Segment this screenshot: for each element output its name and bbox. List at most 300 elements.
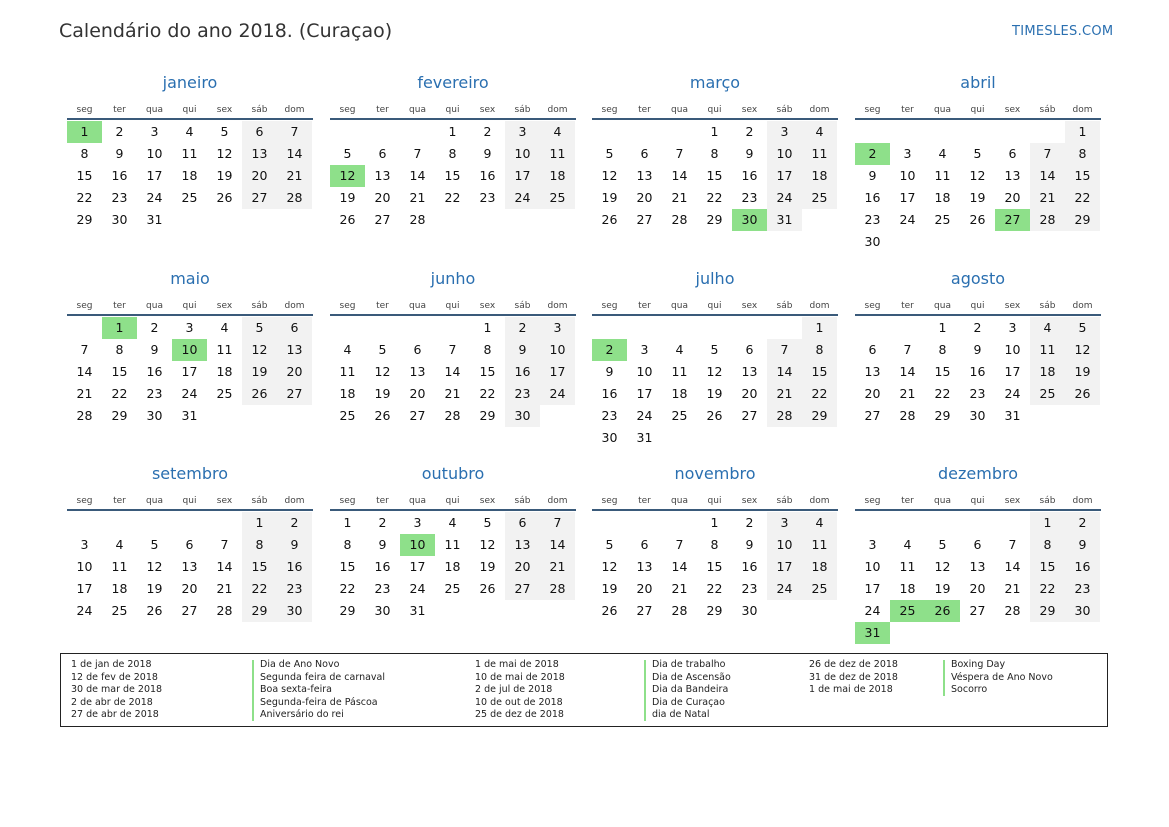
- day-cell: 16: [741, 559, 758, 574]
- legend-col2-dates: [475, 659, 565, 722]
- day-cell: 9: [150, 342, 159, 357]
- day-cell: 28: [409, 212, 426, 227]
- day-cell: 7: [1008, 537, 1017, 552]
- day-cell: 8: [1030, 534, 1065, 556]
- day-cell: 3: [540, 317, 575, 339]
- weekday-label: seg: [339, 301, 356, 311]
- day-cell: 25: [934, 212, 951, 227]
- day-cell: 28: [216, 603, 233, 618]
- day-cell: 16: [479, 168, 496, 183]
- day-cell: 20: [374, 190, 391, 205]
- day-cell: 22: [706, 190, 723, 205]
- day-cell: 21: [899, 386, 916, 401]
- weekday-label: qui: [707, 496, 722, 506]
- day-cell: 11: [1030, 339, 1065, 361]
- day-cell: 26: [1065, 383, 1100, 405]
- weekday-label: sex: [479, 301, 496, 311]
- day-cell: 12: [1065, 339, 1100, 361]
- day-cell: 11: [181, 146, 198, 161]
- day-cell: 5: [483, 515, 492, 530]
- day-cell: 19: [601, 581, 618, 596]
- weekday-label: qua: [409, 301, 426, 311]
- legend-bar: [252, 660, 254, 721]
- day-cell: 14: [277, 143, 312, 165]
- day-cell: 18: [339, 386, 356, 401]
- day-cell: 12: [601, 559, 618, 574]
- day-cell: 7: [413, 146, 422, 161]
- month-fevereiro: [330, 75, 576, 255]
- day-cell: 6: [242, 121, 277, 143]
- weekday-label: qua: [671, 496, 688, 506]
- day-cell: 27: [181, 603, 198, 618]
- weekday-label: qua: [934, 496, 951, 506]
- day-cell: 27: [864, 408, 881, 423]
- weekday-label: sex: [216, 496, 233, 506]
- day-cell: 29: [76, 212, 93, 227]
- legend-name: Dia de Ascensão: [652, 671, 731, 683]
- day-cell: 16: [505, 361, 540, 383]
- weekday-label: dom: [284, 496, 305, 506]
- day-cell: 12: [601, 168, 618, 183]
- day-cell: 27: [636, 212, 653, 227]
- day-cell: 2: [483, 124, 492, 139]
- legend-date: 2 de jul de 2018: [475, 684, 553, 696]
- day-cell: 5: [710, 342, 719, 357]
- day-cell: 8: [710, 146, 719, 161]
- day-cell: 22: [479, 386, 496, 401]
- day-cell: 15: [111, 364, 128, 379]
- day-cell: 24: [864, 603, 881, 618]
- legend-name: Boa sexta-feira: [260, 684, 332, 696]
- day-cell: 11: [444, 537, 461, 552]
- day-cell: 21: [76, 386, 93, 401]
- day-cell: 9: [745, 537, 754, 552]
- day-cell: 20: [864, 386, 881, 401]
- day-cell: 24: [76, 603, 93, 618]
- day-cell: 5: [973, 146, 982, 161]
- weekday-label: sáb: [251, 496, 268, 506]
- day-cell: 14: [899, 364, 916, 379]
- day-cell: 22: [444, 190, 461, 205]
- day-cell: 9: [378, 537, 387, 552]
- day-cell: 23: [277, 578, 312, 600]
- day-cell: 3: [903, 146, 912, 161]
- day-cell: 22: [1065, 187, 1100, 209]
- day-cell: 6: [378, 146, 387, 161]
- day-cell: 10: [899, 168, 916, 183]
- day-cell: 30: [374, 603, 391, 618]
- weekday-label: ter: [113, 301, 126, 311]
- day-cell: 23: [864, 212, 881, 227]
- day-cell: 17: [899, 190, 916, 205]
- legend-col1-names: [260, 659, 385, 722]
- day-cell: 13: [636, 559, 653, 574]
- day-cell: 4: [1030, 317, 1065, 339]
- month-name: dezembro: [938, 464, 1018, 483]
- month-name: julho: [695, 269, 735, 288]
- legend-date: 26 de dez de 2018: [809, 659, 898, 670]
- day-cell: 4: [448, 515, 457, 530]
- day-cell: 14: [767, 361, 802, 383]
- legend-name: Aniversário do rei: [260, 709, 344, 721]
- day-cell: 16: [277, 556, 312, 578]
- day-cell: 26: [601, 603, 618, 618]
- legend-name: Boxing Day: [951, 659, 1006, 670]
- legend-date: 1 de mai de 2018: [475, 659, 559, 670]
- month-dezembro: [855, 466, 1101, 646]
- day-cell: 22: [1030, 578, 1065, 600]
- weekday-label: seg: [864, 496, 881, 506]
- day-cell: 28: [1030, 209, 1065, 231]
- day-cell: 16: [111, 168, 128, 183]
- day-cell: 30: [111, 212, 128, 227]
- day-cell: 22: [339, 581, 356, 596]
- day-cell: 6: [1008, 146, 1017, 161]
- weekday-label: ter: [376, 301, 389, 311]
- day-cell: 12: [242, 339, 277, 361]
- day-cell: 25: [671, 408, 688, 423]
- day-cell: 1: [483, 320, 492, 335]
- day-cell: 17: [1004, 364, 1021, 379]
- day-cell: 9: [745, 146, 754, 161]
- day-cell: 24: [505, 187, 540, 209]
- day-cell: 2: [1065, 512, 1100, 534]
- weekday-label: sex: [216, 301, 233, 311]
- weekday-label: ter: [901, 496, 914, 506]
- month-name: agosto: [950, 269, 1006, 288]
- day-cell: 3: [505, 121, 540, 143]
- day-cell: 23: [741, 581, 758, 596]
- day-cell: 16: [969, 364, 986, 379]
- weekday-label: qui: [445, 301, 460, 311]
- day-cell: 8: [80, 146, 89, 161]
- day-cell: 2: [115, 124, 124, 139]
- holiday-day-cell: 2: [855, 143, 890, 165]
- day-cell: 1: [802, 317, 837, 339]
- day-cell: 7: [448, 342, 457, 357]
- day-cell: 7: [675, 146, 684, 161]
- day-cell: 17: [181, 364, 198, 379]
- weekday-label: dom: [547, 105, 568, 115]
- day-cell: 16: [741, 168, 758, 183]
- day-cell: 9: [483, 146, 492, 161]
- day-cell: 22: [934, 386, 951, 401]
- month-setembro: [67, 466, 313, 646]
- day-cell: 31: [409, 603, 426, 618]
- month-name: junho: [430, 269, 476, 288]
- day-cell: 10: [505, 143, 540, 165]
- legend-date: 31 de dez de 2018: [809, 671, 898, 683]
- day-cell: 14: [540, 534, 575, 556]
- day-cell: 20: [242, 165, 277, 187]
- day-cell: 1: [1065, 121, 1100, 143]
- day-cell: 19: [339, 190, 356, 205]
- weekday-label: sáb: [251, 105, 268, 115]
- day-cell: 24: [409, 581, 426, 596]
- weekday-label: qua: [146, 496, 163, 506]
- month-agosto: [855, 271, 1101, 451]
- weekday-label: qua: [934, 301, 951, 311]
- day-cell: 29: [111, 408, 128, 423]
- weekday-label: qui: [182, 496, 197, 506]
- legend-bar: [644, 660, 646, 721]
- day-cell: 14: [671, 168, 688, 183]
- weekday-label: ter: [901, 301, 914, 311]
- day-cell: 27: [374, 212, 391, 227]
- day-cell: 21: [767, 383, 802, 405]
- weekday-label: qui: [182, 105, 197, 115]
- day-cell: 27: [505, 578, 540, 600]
- day-cell: 17: [636, 386, 653, 401]
- day-cell: 15: [934, 364, 951, 379]
- day-cell: 15: [1065, 165, 1100, 187]
- day-cell: 15: [242, 556, 277, 578]
- weekday-label: seg: [864, 105, 881, 115]
- day-cell: 18: [540, 165, 575, 187]
- day-cell: 10: [636, 364, 653, 379]
- day-cell: 17: [864, 581, 881, 596]
- day-cell: 2: [378, 515, 387, 530]
- day-cell: 17: [76, 581, 93, 596]
- weekday-label: dom: [1072, 301, 1093, 311]
- day-cell: 2: [745, 124, 754, 139]
- day-cell: 13: [864, 364, 881, 379]
- site-link[interactable]: TIMESLES.COM: [1012, 24, 1114, 39]
- day-cell: 24: [540, 383, 575, 405]
- day-cell: 20: [969, 581, 986, 596]
- day-cell: 30: [969, 408, 986, 423]
- weekday-label: ter: [376, 496, 389, 506]
- month-divider: [855, 118, 1101, 120]
- weekday-label: sáb: [776, 105, 793, 115]
- weekday-label: sáb: [514, 496, 531, 506]
- day-cell: 15: [802, 361, 837, 383]
- month-name: outubro: [421, 464, 485, 483]
- day-cell: 21: [409, 190, 426, 205]
- day-cell: 27: [969, 603, 986, 618]
- holiday-day-cell: 10: [172, 339, 207, 361]
- weekday-label: dom: [547, 301, 568, 311]
- legend-name: dia de Natal: [652, 709, 710, 721]
- weekday-label: seg: [76, 301, 93, 311]
- day-cell: 8: [115, 342, 124, 357]
- day-cell: 6: [413, 342, 422, 357]
- day-cell: 1: [448, 124, 457, 139]
- day-cell: 24: [767, 578, 802, 600]
- day-cell: 19: [601, 190, 618, 205]
- day-cell: 13: [1004, 168, 1021, 183]
- day-cell: 24: [181, 386, 198, 401]
- day-cell: 13: [242, 143, 277, 165]
- weekday-label: seg: [339, 496, 356, 506]
- day-cell: 21: [216, 581, 233, 596]
- day-cell: 7: [675, 537, 684, 552]
- day-cell: 5: [605, 146, 614, 161]
- weekday-label: sáb: [514, 301, 531, 311]
- day-cell: 28: [671, 603, 688, 618]
- holiday-day-cell: 1: [67, 121, 102, 143]
- legend-date: 10 de mai de 2018: [475, 671, 565, 683]
- weekday-label: seg: [76, 496, 93, 506]
- day-cell: 5: [938, 537, 947, 552]
- day-cell: 12: [934, 559, 951, 574]
- day-cell: 15: [706, 168, 723, 183]
- day-cell: 25: [216, 386, 233, 401]
- day-cell: 8: [343, 537, 352, 552]
- month-novembro: [592, 466, 838, 646]
- day-cell: 6: [277, 317, 312, 339]
- day-cell: 7: [220, 537, 229, 552]
- day-cell: 14: [1030, 165, 1065, 187]
- day-cell: 26: [242, 383, 277, 405]
- weekday-label: dom: [809, 105, 830, 115]
- day-cell: 23: [1065, 578, 1100, 600]
- day-cell: 11: [216, 342, 233, 357]
- weekday-label: dom: [284, 105, 305, 115]
- day-cell: 25: [181, 190, 198, 205]
- day-cell: 5: [242, 317, 277, 339]
- day-cell: 17: [767, 165, 802, 187]
- day-cell: 1: [343, 515, 352, 530]
- day-cell: 3: [1008, 320, 1017, 335]
- day-cell: 15: [76, 168, 93, 183]
- day-cell: 7: [903, 342, 912, 357]
- day-cell: 26: [374, 408, 391, 423]
- weekday-label: qui: [445, 496, 460, 506]
- weekday-label: seg: [601, 105, 618, 115]
- day-cell: 2: [973, 320, 982, 335]
- weekday-label: sáb: [776, 301, 793, 311]
- day-cell: 11: [540, 143, 575, 165]
- day-cell: 24: [899, 212, 916, 227]
- day-cell: 25: [802, 578, 837, 600]
- day-cell: 20: [1004, 190, 1021, 205]
- legend-name: Dia de Curaçao: [652, 696, 725, 708]
- day-cell: 27: [409, 408, 426, 423]
- day-cell: 18: [934, 190, 951, 205]
- day-cell: 26: [601, 212, 618, 227]
- legend-date: 1 de mai de 2018: [809, 684, 893, 696]
- day-cell: 24: [767, 187, 802, 209]
- weekday-label: ter: [638, 105, 651, 115]
- weekday-label: sáb: [514, 105, 531, 115]
- day-cell: 26: [339, 212, 356, 227]
- day-cell: 9: [115, 146, 124, 161]
- weekday-label: ter: [113, 496, 126, 506]
- month-name: janeiro: [162, 73, 218, 92]
- day-cell: 9: [277, 534, 312, 556]
- day-cell: 19: [706, 386, 723, 401]
- day-cell: 3: [767, 512, 802, 534]
- month-divider: [67, 118, 313, 120]
- day-cell: 4: [938, 146, 947, 161]
- day-cell: 22: [111, 386, 128, 401]
- day-cell: 29: [706, 603, 723, 618]
- month-abril: [855, 75, 1101, 255]
- month-outubro: [330, 466, 576, 646]
- weekday-label: qua: [671, 105, 688, 115]
- day-cell: 4: [220, 320, 229, 335]
- weekday-label: qua: [409, 496, 426, 506]
- legend-name: Socorro: [951, 684, 988, 696]
- day-cell: 29: [339, 603, 356, 618]
- legend-col3-names: [951, 659, 1053, 697]
- weekday-label: seg: [601, 496, 618, 506]
- day-cell: 19: [146, 581, 163, 596]
- day-cell: 4: [343, 342, 352, 357]
- day-cell: 24: [1004, 386, 1021, 401]
- day-cell: 10: [76, 559, 93, 574]
- day-cell: 11: [802, 534, 837, 556]
- day-cell: 16: [601, 386, 618, 401]
- day-cell: 23: [111, 190, 128, 205]
- day-cell: 14: [409, 168, 426, 183]
- day-cell: 31: [181, 408, 198, 423]
- month-divider: [67, 314, 313, 316]
- day-cell: 8: [802, 339, 837, 361]
- day-cell: 18: [802, 556, 837, 578]
- day-cell: 20: [505, 556, 540, 578]
- day-cell: 5: [1065, 317, 1100, 339]
- day-cell: 20: [636, 190, 653, 205]
- day-cell: 13: [277, 339, 312, 361]
- month-janeiro: [67, 75, 313, 255]
- day-cell: 26: [216, 190, 233, 205]
- weekday-label: seg: [864, 301, 881, 311]
- month-março: [592, 75, 838, 255]
- day-cell: 26: [479, 581, 496, 596]
- day-cell: 12: [146, 559, 163, 574]
- day-cell: 5: [378, 342, 387, 357]
- weekday-label: sex: [216, 105, 233, 115]
- day-cell: 3: [80, 537, 89, 552]
- weekday-label: sáb: [1039, 301, 1056, 311]
- day-cell: 16: [146, 364, 163, 379]
- day-cell: 18: [671, 386, 688, 401]
- month-divider: [330, 118, 576, 120]
- day-cell: 6: [973, 537, 982, 552]
- day-cell: 30: [505, 405, 540, 427]
- day-cell: 7: [80, 342, 89, 357]
- weekday-label: sex: [479, 496, 496, 506]
- holiday-day-cell: 31: [855, 622, 890, 644]
- day-cell: 28: [540, 578, 575, 600]
- day-cell: 15: [339, 559, 356, 574]
- day-cell: 5: [343, 146, 352, 161]
- day-cell: 31: [636, 430, 653, 445]
- weekday-label: sáb: [1039, 105, 1056, 115]
- day-cell: 24: [146, 190, 163, 205]
- weekday-label: ter: [901, 105, 914, 115]
- day-cell: 25: [339, 408, 356, 423]
- day-cell: 7: [767, 339, 802, 361]
- day-cell: 21: [671, 581, 688, 596]
- day-cell: 21: [1030, 187, 1065, 209]
- day-cell: 18: [111, 581, 128, 596]
- month-name: setembro: [151, 464, 229, 483]
- day-cell: 28: [277, 187, 312, 209]
- weekday-label: sáb: [251, 301, 268, 311]
- day-cell: 4: [115, 537, 124, 552]
- day-cell: 8: [938, 342, 947, 357]
- day-cell: 30: [741, 603, 758, 618]
- day-cell: 8: [242, 534, 277, 556]
- day-cell: 7: [277, 121, 312, 143]
- day-cell: 23: [374, 581, 391, 596]
- weekday-label: sáb: [776, 496, 793, 506]
- day-cell: 29: [1065, 209, 1100, 231]
- month-junho: [330, 271, 576, 451]
